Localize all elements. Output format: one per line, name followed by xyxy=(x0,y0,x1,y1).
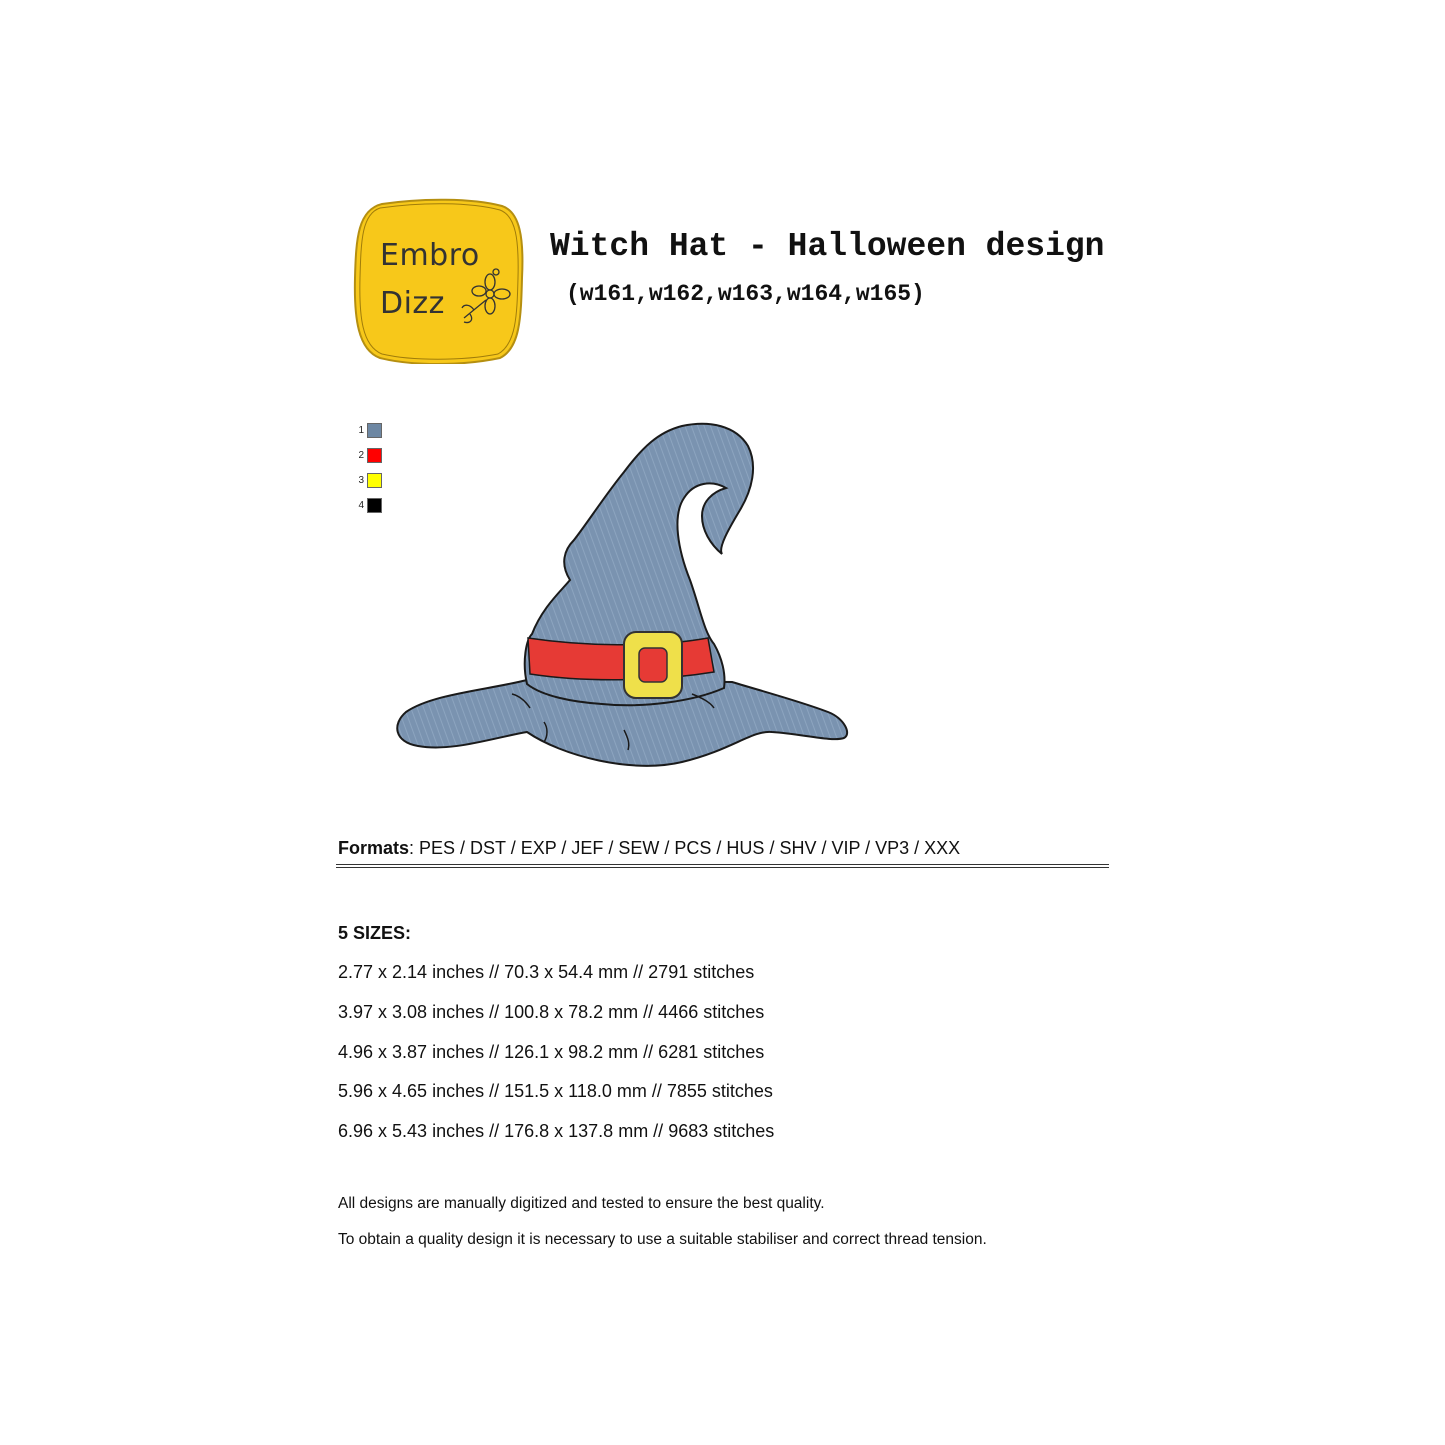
quality-note: All designs are manually digitized and tested to ensure the best quality. xyxy=(338,1195,825,1212)
color-swatch xyxy=(367,448,382,463)
size-item: 6.96 x 5.43 inches // 176.8 x 137.8 mm // 9683 stitches xyxy=(338,1121,775,1142)
formats-label: Formats xyxy=(338,838,410,858)
divider xyxy=(336,864,1109,865)
thread-color-palette xyxy=(354,418,394,518)
palette-number: 2 xyxy=(358,450,364,461)
palette-number: 1 xyxy=(358,425,364,436)
sizes-heading: 5 SIZES: xyxy=(338,923,412,943)
logo-line-2: Dizz xyxy=(380,286,445,321)
logo-badge xyxy=(352,198,524,364)
stabiliser-note: To obtain a quality design it is necessary to use a suitable stabiliser and correct thread tension. xyxy=(338,1231,987,1248)
size-item: 2.77 x 2.14 inches // 70.3 x 54.4 mm // 2791 stitches xyxy=(338,962,755,982)
witch-hat-illustration xyxy=(392,412,852,782)
size-item: 4.96 x 3.87 inches // 126.1 x 98.2 mm // 6281 stitches xyxy=(338,1041,765,1062)
design-codes: (w161,w162,w163,w164,w165) xyxy=(566,281,925,307)
divider xyxy=(336,867,1109,868)
palette-item xyxy=(354,418,394,443)
color-swatch xyxy=(367,498,382,513)
color-swatch xyxy=(367,473,382,488)
brand-logo xyxy=(352,198,524,364)
palette-number: 3 xyxy=(358,475,364,486)
palette-number: 4 xyxy=(358,500,364,511)
palette-item xyxy=(354,493,394,518)
size-item: 5.96 x 4.65 inches // 151.5 x 118.0 mm // 7855 stitches xyxy=(338,1081,773,1102)
size-item: 3.97 x 3.08 inches // 100.8 x 78.2 mm // 4466 stitches xyxy=(338,1001,765,1022)
formats-line xyxy=(338,838,960,859)
palette-item xyxy=(354,468,394,493)
page-title: Witch Hat - Halloween design xyxy=(550,228,1105,265)
color-swatch xyxy=(367,423,382,438)
sizes-list xyxy=(338,962,774,1161)
palette-item xyxy=(354,443,394,468)
logo-line-1: Embro xyxy=(380,238,480,273)
witch-hat-icon xyxy=(392,412,852,782)
formats-value: : PES / DST / EXP / JEF / SEW / PCS / HUS / SHV / VIP / VP3 / XXX xyxy=(409,838,961,858)
